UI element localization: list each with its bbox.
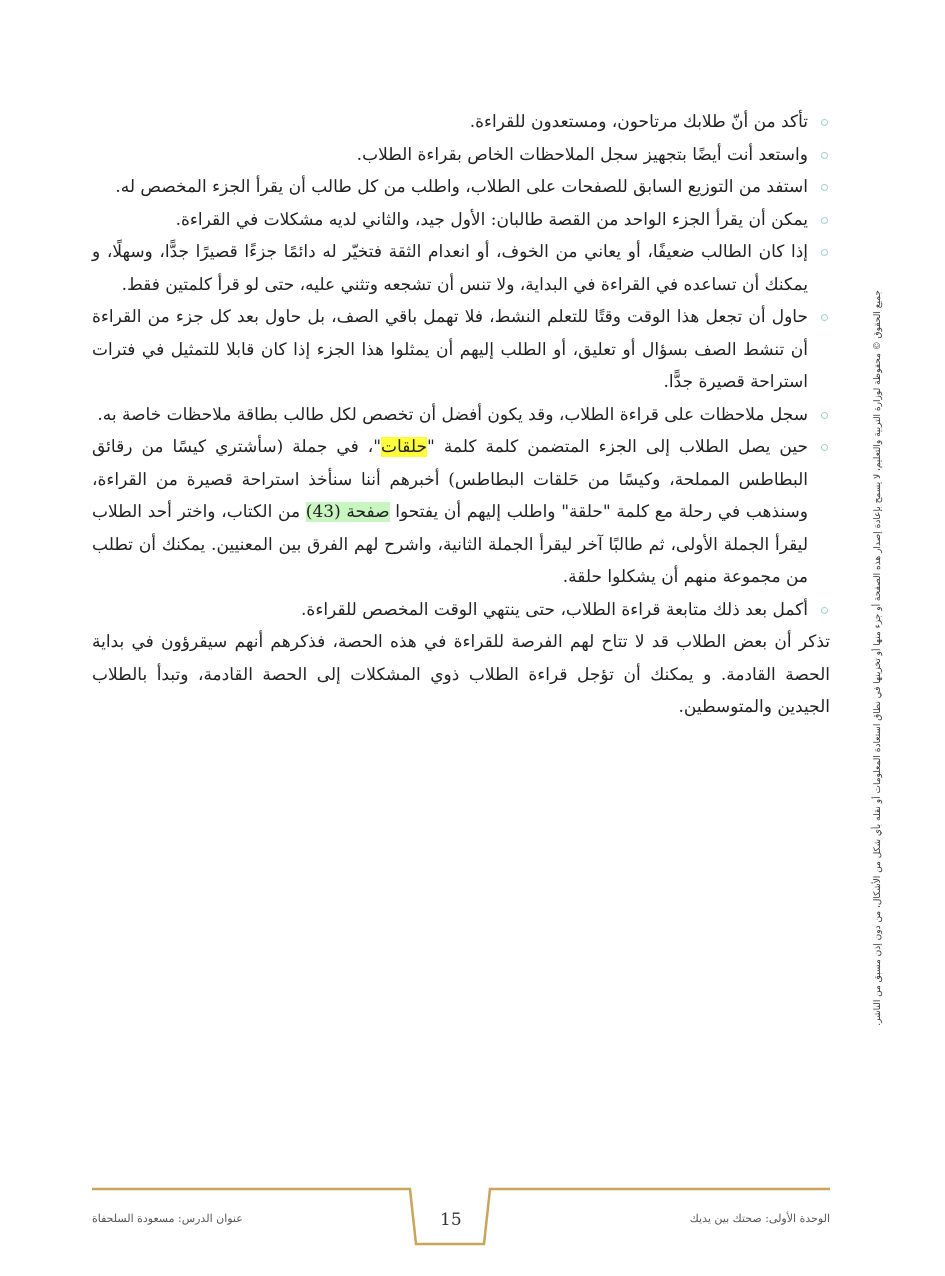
list-item <box>92 139 830 172</box>
list-item-text-part: حين يصل الطلاب إلى الجزء المتضمن كلمة كلمة " <box>426 437 808 457</box>
highlighted-word: حلقات <box>381 437 427 457</box>
list-item-text-part: "، في جملة (سأشتري كيسًا من رقائق البطاطس المملحة، وكيسًا من حَلقات البطاطس) أخبرهم أننا سنأخذ استراحة قصيرة من القراءة، وسنذهب في رحلة مع كلمة "حلقة" واطلب إليهم أن يفتحوا <box>92 437 808 522</box>
page-reference-link[interactable]: صفحة (43) <box>305 502 390 522</box>
list-item <box>92 171 830 204</box>
circle-bullet-icon <box>821 412 828 419</box>
list-item <box>92 106 830 139</box>
circle-bullet-icon <box>821 314 828 321</box>
lesson-title: عنوان الدرس: مسعودة السلحفاة <box>92 1212 243 1225</box>
circle-bullet-icon <box>821 249 828 256</box>
list-item <box>92 431 830 594</box>
list-item <box>92 399 830 432</box>
list-item-text: تأكد من أنّ طلابك مرتاحون، ومستعدون للقراءة. <box>469 112 808 132</box>
closing-note: تذكر أن بعض الطلاب قد لا تتاح لهم الفرصة للقراءة في هذه الحصة، فذكرهم أنهم سيقرؤون في بداية الحصة القادمة. و يمكنك أن تؤجل قراءة الطلاب ذوي المشكلات إلى الحصة القادمة، وتبدأ بالطلاب الجيدين والمتوسطين. <box>92 632 830 717</box>
circle-bullet-icon <box>821 119 828 126</box>
list-item <box>92 301 830 399</box>
copyright-notice: جميع الحقوق © محفوظة لوزارة التربية والتعليم، لا يسمح بإعادة إصدار هذه الصفحة أو جزء منها أو تخزينها في نطاق استعادة المعلومات أو نقله بأي شكل من الأشكال، من دون إذن مسبق من الناشر. <box>873 290 883 1026</box>
list-item-text: حاول أن تجعل هذا الوقت وقتًا للتعلم النشط، فلا تهمل باقي الصف، بل حاول بعد كل جزء من القراءة أن تنشط الصف بسؤال أو تعليق، أو الطلب إليهم أن يمثلوا هذا الجزء إذا كان قابلا للتمثيل في فترات استراحة قصيرة جدًّا. <box>92 307 808 392</box>
circle-bullet-icon <box>821 217 828 224</box>
list-item-text: واستعد أنت أيضًا بتجهيز سجل الملاحظات الخاص بقراءة الطلاب. <box>356 144 808 165</box>
circle-bullet-icon <box>821 152 828 159</box>
circle-bullet-icon <box>821 607 828 614</box>
list-item-text: إذا كان الطالب ضعيفًا، أو يعاني من الخوف، أو انعدام الثقة فتخيّر له دائمًا جزءًا قصيرًا جدًّا، وسهلًا، و يمكنك أن تساعده في القراءة في البداية، ولا تنس أن تشجعه وتثني عليه، حتى لو قرأ كلمتين فقط. <box>92 242 808 295</box>
main-content <box>92 106 830 724</box>
page-number: 15 <box>440 1210 462 1230</box>
list-item-text: يمكن أن يقرأ الجزء الواحد من القصة طالبان: الأول جيد، والثاني لديه مشكلات في القراءة. <box>175 209 808 230</box>
circle-bullet-icon <box>821 444 828 451</box>
list-item <box>92 204 830 237</box>
instruction-list <box>92 106 830 626</box>
list-item <box>92 236 830 301</box>
list-item-text-part: من الكتاب، واختر أحد الطلاب ليقرأ الجملة الأولى، ثم طالبًا آخر ليقرأ الجملة الثانية، واشرح لهم الفرق بين المعنيين. يمكنك أن تطلب من مجموعة منهم أن يشكلوا حلقة. <box>92 502 808 587</box>
circle-bullet-icon <box>821 184 828 191</box>
unit-title: الوحدة الأولى: صحتك بين يديك <box>689 1212 830 1225</box>
list-item-text: استفد من التوزيع السابق للصفحات على الطلاب، واطلب من كل طالب أن يقرأ الجزء المخصص له. <box>115 177 808 197</box>
list-item <box>92 594 830 627</box>
list-item-text: سجل ملاحظات على قراءة الطلاب، وقد يكون أفضل أن تخصص لكل طالب بطاقة ملاحظات خاصة به. <box>97 404 808 425</box>
list-item-text: أكمل بعد ذلك متابعة قراءة الطلاب، حتى ينتهي الوقت المخصص للقراءة. <box>301 599 808 620</box>
